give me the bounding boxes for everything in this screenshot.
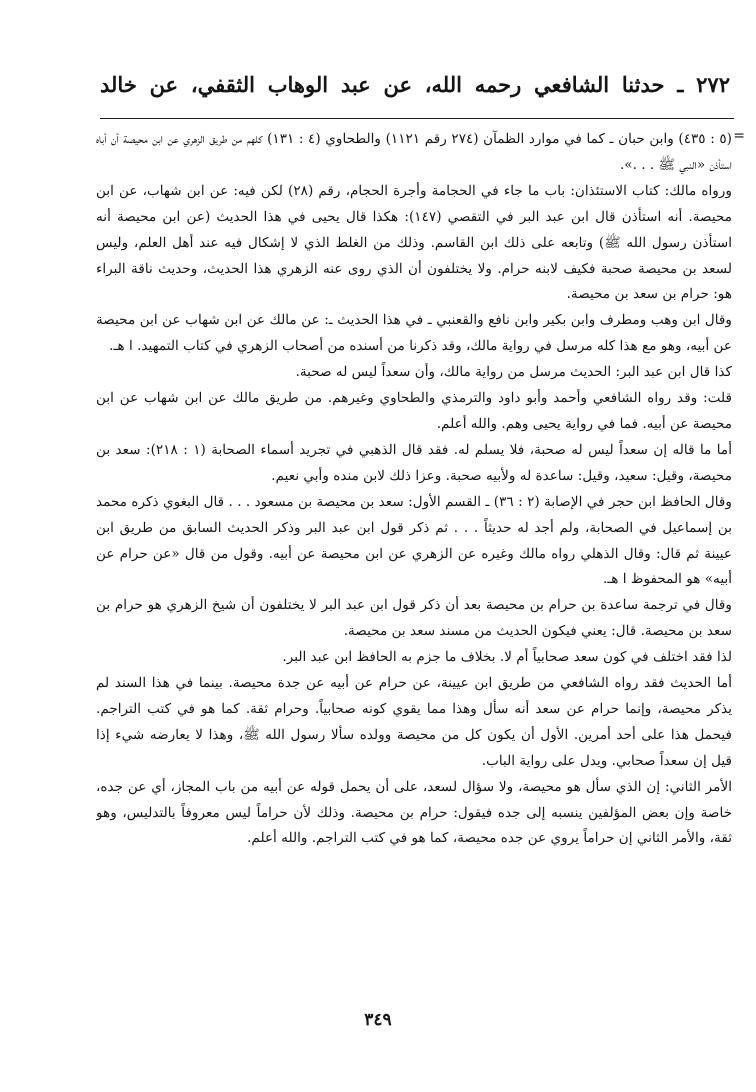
continuation-marker: = [733, 128, 745, 144]
paragraph: ورواه مالك: كتاب الاستئذان: باب ما جاء في الحجامة وأجرة الحجام، رقم (٢٨) لكن فيه: عن ابن شهاب، عن ابن محيصة. أنه استأذن قال ابن عبد البر في التقصي (١٤٧): هكذا قال يحيى في هذا الحديث (عن ابن محيصة أنه استأذن رسول الله ﷺ) وتابعه على ذلك ابن القاسم. وذلك من الغلط الذي لا إشكال فيه عند أهل العلم، وليس لسعد بن محيصة صحبة فكيف لابنه حرام. ولا يختلفون أن الذي روى عنه الزهري هذا الحديث، وحديث ناقة البراء هو: حرام بن سعد بن محيصة. [96, 182, 732, 303]
paragraph: الأمر الثاني: إن الذي سأل هو محيصة، ولا سؤال لسعد، على أن يحمل قوله عن أبيه من باب المجاز، أي عن جده، خاصة وإن بعض المؤلفين ينسبه إلى جده فيقول: حرام بن محيصة. وذلك لأن حراماً ليس معروفاً بالتدليس، وهو ثقة، والأمر الثاني إن حراماً يروي عن جده محيصة، كما هو في كتب التراجم. والله أعلم. [96, 778, 732, 847]
running-title: ٢٧٢ ـ حدثنا الشافعي رحمه الله، عن عبد الوهاب الثقفي، عن خالد [100, 72, 730, 97]
paragraph: (٥ : ٤٣٥) وابن حبان ـ كما في موارد الظمآن (٢٧٤ رقم ١١٢١) والطحاوي (٤ : ١٣١) كلهم من طريق الزهري عن ابن محيصة أن أباه استأذن «النبي ﷺ . . .». [96, 131, 732, 173]
header-rule [100, 118, 734, 119]
paragraph: كذا قال ابن عبد البر: الحديث مرسل من رواية مالك، وأن سعداً ليس له صحبة. [295, 364, 732, 381]
paragraph: لذا فقد اختلف في كون سعد صحابياً أم لا. بخلاف ما جزم به الحافظ ابن عبد البر. [282, 649, 732, 666]
paragraph: قلت: وقد رواه الشافعي وأحمد وأبو داود والترمذي والطحاوي وغيرهم. من طريق مالك عن ابن شهاب عن ابن محيصة عن أبيه. فما في رواية يحيى وهم. والله أعلم. [96, 390, 732, 432]
page-number: ٣٤٩ [364, 1010, 392, 1030]
paragraph: أما الحديث فقد رواه الشافعي من طريق ابن عيينة، عن حرام عن أبيه عن جدة محيصة. بينما في هذا السند لم يذكر محيصة، وإنما حرام عن سعد أنه سأل وهذا مما يقوي كونه صحابياً. وحرام ثقة. كما هو في كتب التراجم. فيحمل هذا على أحد أمرين. الأول أن يكون كل من محيصة وولده سألا رسول الله ﷺ، وهذا لا يعارضه شيء إذا قيل إن سعداً صحابي. ويدل على رواية الباب. [96, 675, 732, 769]
paragraph: وقال الحافظ ابن حجر في الإصابة (٢ : ٣٦) ـ القسم الأول: سعد بن محيصة بن مسعود . . . قال البغوي ذكره محمد بن إسماعيل في الصحابة، ولم أجد له حديثاً . . . ثم ذكر قول ابن عبد البر وذكر الحديث السابق من طريق ابن عيينة ثم قال: وقال الذهلي رواه مالك وغيره عن الزهري عن ابن محيصة عن أبيه. وقول من قال «عن حرام عن أبيه» هو المحفوظ ا هـ. [96, 493, 732, 588]
paragraph: وقال ابن وهب ومطرف وابن بكير وابن نافع والقعنبي ـ في هذا الحديث ـ: عن مالك عن ابن شهاب عن ابن محيصة عن أبيه، وهو مع هذا كله مرسل في رواية مالك، وقد ذكرنا من أسنده من أصحاب الزهري في كتاب التمهيد. ا هـ. [96, 312, 732, 355]
footnote-body [96, 127, 732, 992]
paragraph: أما ما قاله إن سعداً ليس له صحبة، فلا يسلم له. فقد قال الذهبي في تجريد أسماء الصحابة (١ : ٢١٨): سعد بن محيصة، وقيل: سعيد، وقيل: ساعدة له ولأبيه صحبة. وعزا ذلك لابن منده وأبي نعيم. [96, 441, 732, 484]
paragraph: وقال في ترجمة ساعدة بن حرام بن محيصة بعد أن ذكر قول ابن عبد البر لا يختلفون أن شيخ الزهري هو حرام بن سعد بن محيصة. قال: يعني فيكون الحديث من مسند سعد بن محيصة. [96, 597, 732, 640]
